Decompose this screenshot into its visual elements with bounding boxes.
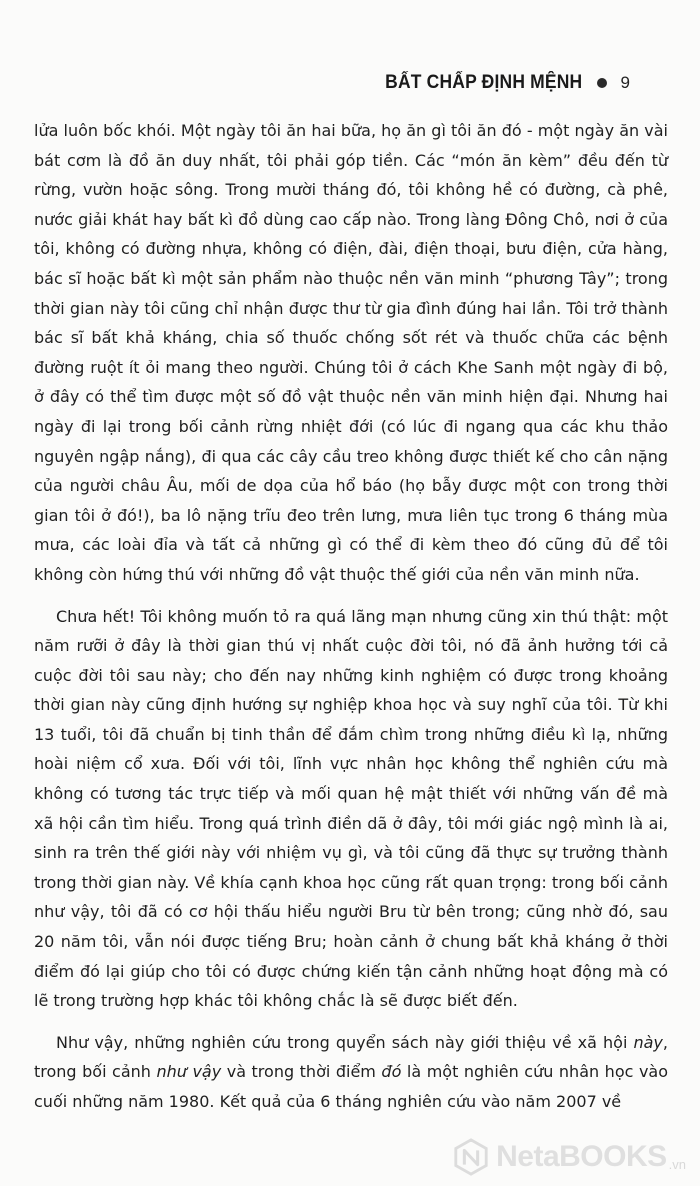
netabooks-logo-icon [452,1138,490,1176]
paragraph-3-emphasis-1: này [633,1032,663,1052]
paragraph-3-part-1: Như vậy, những nghiên cứu trong quyển sách này giới thiệu về xã hội [56,1032,634,1052]
bullet-dot [597,78,607,88]
paragraph-1: lửa luôn bốc khói. Một ngày tôi ăn hai bữa, họ ăn gì tôi ăn đó - một ngày ăn vài bát cơm là đồ ăn duy nhất, tôi phải góp tiền. Các “món ăn kèm” đều đến từ rừng, vườn hoặc sông. Trong mười tháng đó, tôi không hề có đường, cà phê, nước giải khát hay bất kì đồ dùng cao cấp nào. Trong làng Đông Chô, nơi ở của tôi, không có đường nhựa, không có điện, đài, điện thoại, bưu điện, cửa hàng, bác sĩ hoặc bất kì một sản phẩm nào thuộc nền văn minh “phương Tây”; trong thời gian này tôi cũng chỉ nhận được thư từ gia đình đúng hai lần. Tôi trở thành bác sĩ bất khả kháng, chia số thuốc chống sốt rét và thuốc chữa các bệnh đường ruột ít ỏi mang theo người. Chúng tôi ở cách Khe Sanh một ngày đi bộ, ở đây có thể tìm được một số đồ vật thuộc nền văn minh hiện đại. Nhưng hai ngày đi lại trong bối cảnh rừng nhiệt đới (có lúc đi ngang qua các khu thảo nguyên ngập nắng), đi qua các cây cầu treo không được thiết kế cho cân nặng của người châu Âu, mối de dọa của hổ báo (họ bẫy được một con trong thời gian tôi ở đó!), ba lô nặng trĩu đeo trên lưng, mưa liên tục trong 6 tháng mùa mưa, các loài đỉa và tất cả những gì có thể đi kèm theo đó cũng đủ để tôi không còn hứng thú với những đồ vật thuộc thế giới của nền văn minh nữa. [34,121,668,584]
paragraph-3 [34,1028,668,1117]
paragraph-3-part-3: và trong thời điểm [221,1062,382,1082]
running-title: BẤT CHẤP ĐỊNH MỆNH [385,72,583,93]
paragraph-2: Chưa hết! Tôi không muốn tỏ ra quá lãng mạn nhưng cũng xin thú thật: một năm rưỡi ở đây là thời gian thú vị nhất cuộc đời tôi, nó đã ảnh hưởng tới cả cuộc đời tôi sau này; cho đến nay những kinh nghiệm có được trong khoảng thời gian này cũng định hướng sự nghiệp khoa học và suy nghĩ của tôi. Từ khi 13 tuổi, tôi đã chuẩn bị tinh thần để đắm chìm trong những điều kì lạ, những hoài niệm cổ xưa. Đối với tôi, lĩnh vực nhân học không thể nghiên cứu mà không có tương tác trực tiếp và mối quan hệ mật thiết với những vấn đề mà xã hội cần tìm hiểu. Trong quá trình điền dã ở đây, tôi mới giác ngộ mình là ai, sinh ra trên thế giới này với nhiệm vụ gì, và tôi cũng đã thực sự trưởng thành trong thời gian này. Về khía cạnh khoa học cũng rất quan trọng: trong bối cảnh như vậy, tôi đã có cơ hội thấu hiểu người Bru từ bên trong; cũng nhờ đó, sau 20 năm tôi, vẫn nói được tiếng Bru; hoàn cảnh ở chung bất khả kháng ở thời điểm đó lại giúp cho tôi có được chứng kiến tận cảnh những hoạt động mà có lẽ trong trường hợp khác tôi không chắc là sẽ được biết đến. [34,606,668,1011]
paragraph-3-emphasis-3: đó [381,1062,402,1082]
watermark-suffix: .vn [668,1157,686,1172]
page-number: 9 [620,73,630,92]
paragraph-3-emphasis-2: như vậy [156,1062,222,1082]
watermark [452,1138,686,1176]
paragraph-3-part-4: là một nghiên cứu nhân học vào cuối những năm 1980. Kết quả của 6 tháng nghiên cứu vào năm 2007 về [34,1062,669,1111]
running-header [368,72,630,94]
paragraph-3-part-2: , trong bối cảnh [34,1032,668,1082]
body-text [34,116,668,1117]
watermark-brand: NetaBOOKS [496,1140,667,1173]
